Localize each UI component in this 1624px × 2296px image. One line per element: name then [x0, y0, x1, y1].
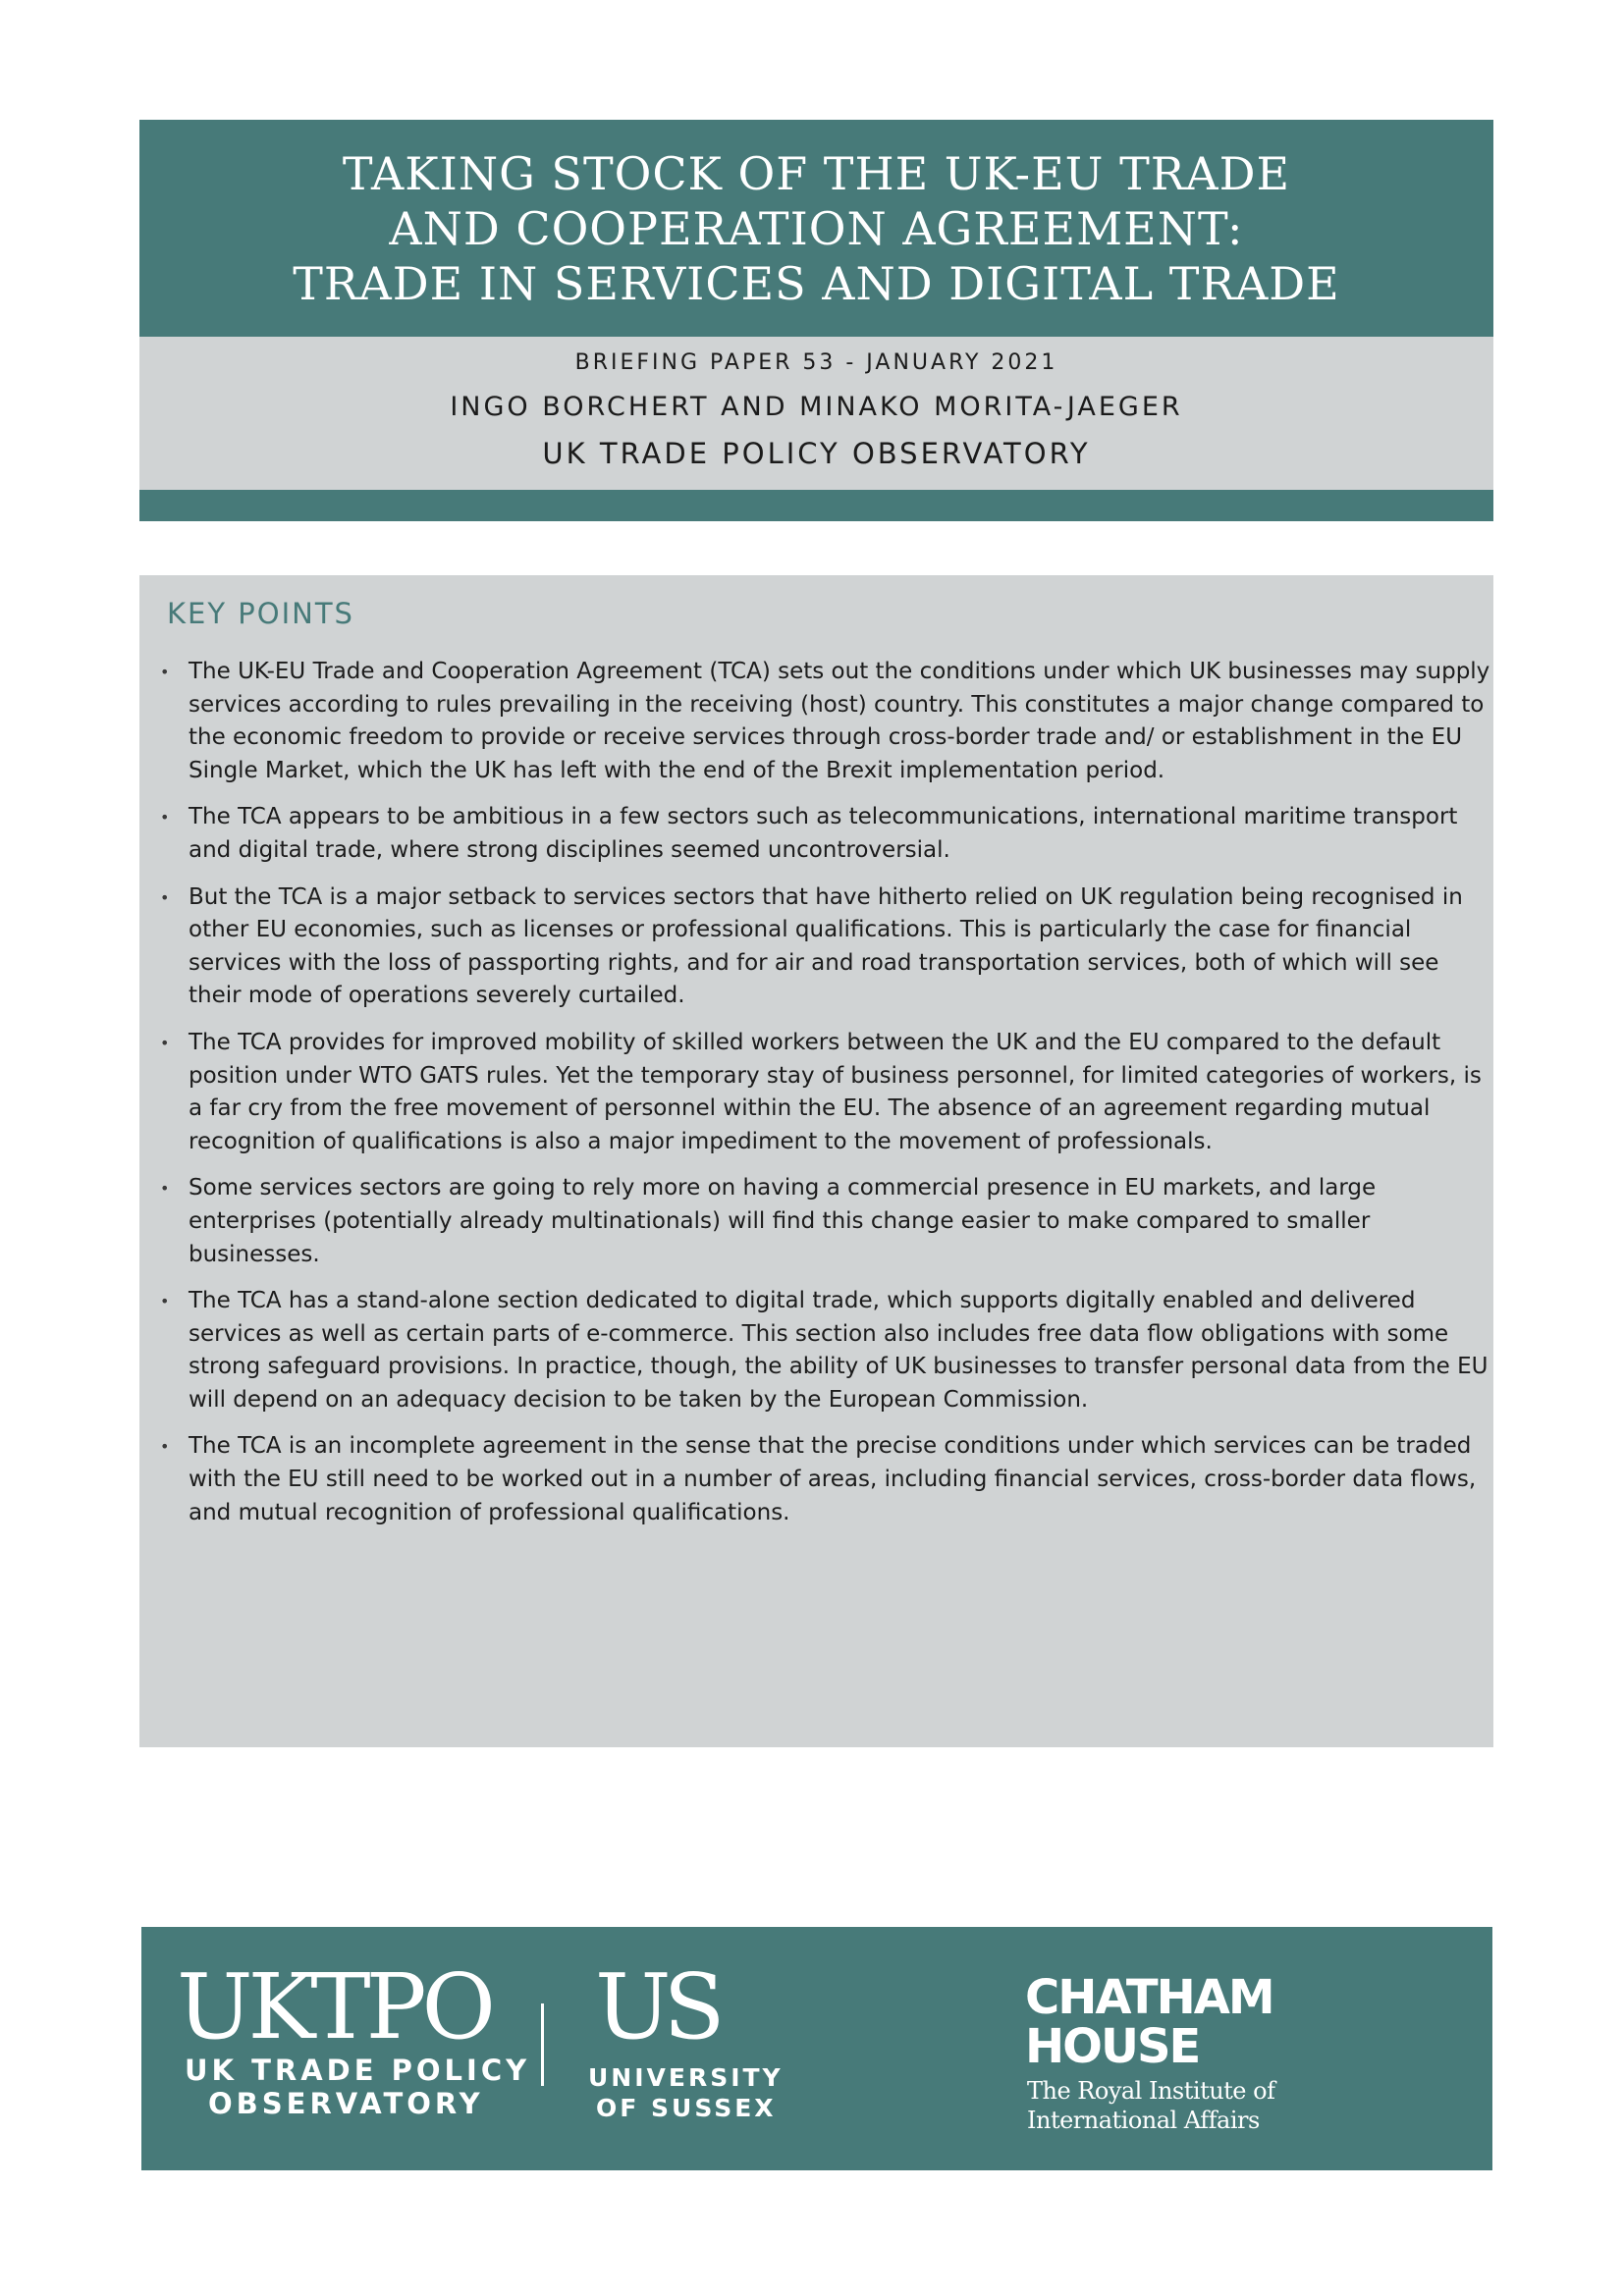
bullet-icon: • — [160, 1292, 170, 1311]
key-points-list — [139, 656, 1494, 1543]
bullet-icon: • — [160, 1179, 170, 1199]
sussex-logo-caption: UNIVERSITY — [588, 2063, 784, 2092]
key-point-text: But the TCA is a major setback to services sectors that have hitherto relied on UK regulation being recognised in other EU economies, such as licenses or professional qualifications. This is particularly the case for financial services with the loss of passporting rights, and for air and road transportation services, both of which will see their mode of operations severely curtailed. — [189, 883, 1463, 1009]
key-point-text: The TCA provides for improved mobility of skilled workers between the UK and the EU compared to the default position under WTO GATS rules. Yet the temporary stay of business personnel, for limited categories of workers, is a far cry from the free movement of personnel within the EU. The absence of an agreement regarding mutual recognition of qualifications is also a major impediment to the movement of professionals. — [189, 1029, 1482, 1154]
title-line: TAKING STOCK OF THE UK-EU TRADE — [342, 146, 1291, 200]
logo-divider — [541, 2003, 544, 2086]
metadata-banner — [139, 337, 1493, 490]
key-points-heading: KEY POINTS — [167, 597, 354, 630]
key-point-item — [139, 656, 1494, 787]
bullet-icon: • — [160, 808, 170, 828]
chatham-house-subtitle: International Affairs — [1027, 2107, 1260, 2134]
chatham-house-logo: CHATHAM — [1025, 1970, 1273, 2025]
key-point-item — [139, 1027, 1494, 1158]
uktpo-logo: UKTPO — [177, 1954, 491, 2059]
key-point-text: The UK-EU Trade and Cooperation Agreement (TCA) sets out the conditions under which UK businesses may supply services according to rules prevailing in the receiving (host) country. This constitutes a major change compared to the economic freedom to provide or receive services through cross-border trade and/ or establishment in the EU Single Market, which the UK has left with the end of the Brexit implementation period. — [189, 659, 1490, 783]
bullet-icon: • — [160, 1437, 170, 1457]
chatham-house-subtitle: The Royal Institute of — [1027, 2077, 1275, 2105]
key-points-box — [139, 575, 1493, 1747]
chatham-house-logo: HOUSE — [1025, 2019, 1200, 2074]
key-point-item — [139, 1285, 1494, 1416]
key-point-item — [139, 1430, 1494, 1529]
header-accent-bar — [139, 490, 1493, 521]
title-line: TRADE IN SERVICES AND DIGITAL TRADE — [293, 256, 1340, 310]
bullet-icon: • — [160, 887, 170, 907]
title-line: AND COOPERATION AGREEMENT: — [389, 201, 1244, 255]
authors: INGO BORCHERT AND MINAKO MORITA-JAEGER — [450, 392, 1183, 422]
bullet-icon: • — [160, 1033, 170, 1052]
key-point-text: The TCA appears to be ambitious in a few sectors such as telecommunications, international maritime transport and digital trade, where strong disciplines seemed uncontroversial. — [189, 804, 1458, 863]
briefing-number: BRIEFING PAPER 53 - JANUARY 2021 — [574, 350, 1058, 375]
sussex-logo: US — [595, 1954, 718, 2059]
uktpo-logo-caption: UK TRADE POLICY — [185, 2054, 531, 2087]
sussex-logo-caption: OF SUSSEX — [596, 2094, 777, 2122]
organisation: UK TRADE POLICY OBSERVATORY — [542, 437, 1091, 470]
key-point-text: The TCA is an incomplete agreement in the sense that the precise conditions under which services can be traded with the EU still need to be worked out in a number of areas, including financial services, cross-border data flows, and mutual recognition of professional qualifications. — [189, 1433, 1477, 1525]
uktpo-logo-caption: OBSERVATORY — [208, 2087, 484, 2120]
title-banner — [139, 120, 1493, 337]
key-point-item — [139, 1172, 1494, 1271]
key-point-text: The TCA has a stand-alone section dedicated to digital trade, which supports digitally enabled and delivered services as well as certain parts of e-commerce. This section also includes free data flow obligations with some strong safeguard provisions. In practice, though, the ability of UK businesses to transfer personal data from the EU will depend on an adequacy decision to be taken by the European Commission. — [189, 1288, 1489, 1413]
key-point-text: Some services sectors are going to rely more on having a commercial presence in EU markets, and large enterprises (potentially already multinationals) will find this change easier to make compared to smaller businesses. — [189, 1175, 1377, 1267]
key-point-item — [139, 801, 1494, 867]
bullet-icon: • — [160, 663, 170, 681]
key-point-item — [139, 881, 1494, 1013]
footer-logos — [141, 1927, 1492, 2170]
document-title — [293, 146, 1340, 311]
